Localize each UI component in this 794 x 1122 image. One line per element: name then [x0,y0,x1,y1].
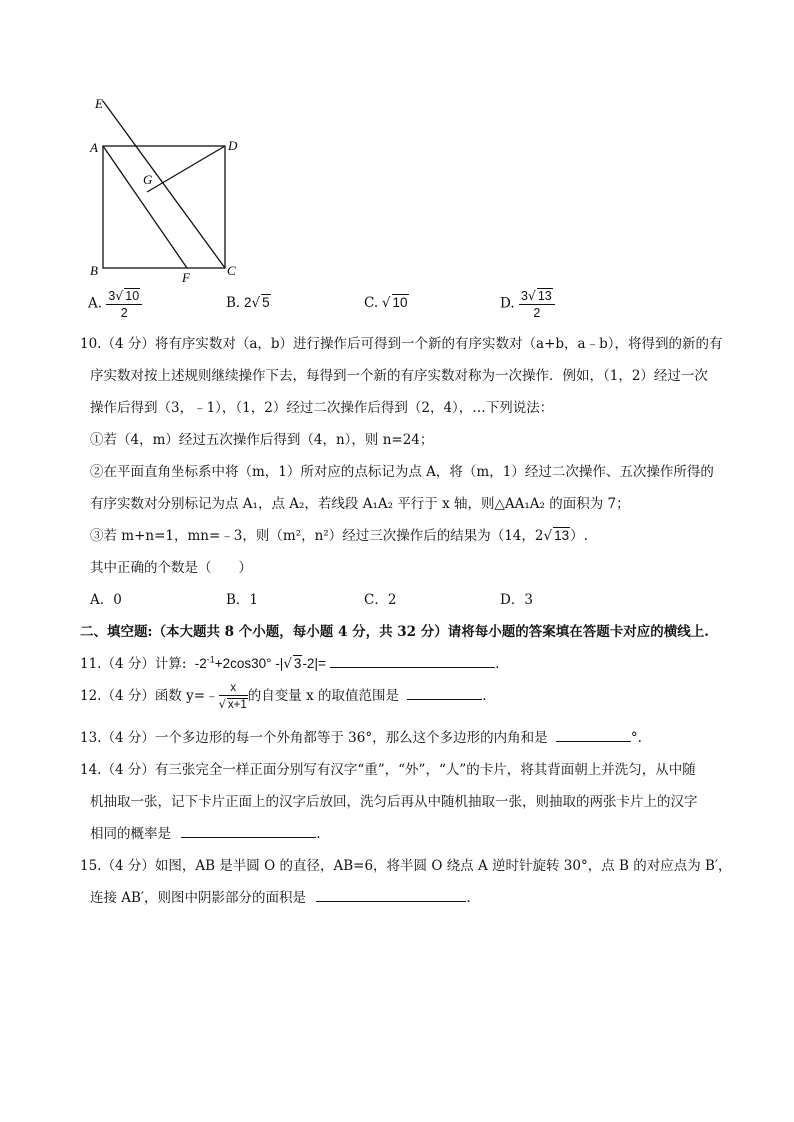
point-D: D [228,138,238,153]
q10-line-6: 有序实数对分别标记为点 A₁，点 A₂，若线段 A₁A₂ 平行于 x 轴，则△AA₁A₂ 的面积为 7； [90,496,630,512]
q10-option-d: D．3 [500,592,533,608]
q9-option-d: D. $\frac{3√ 13}{2}$ [500,288,555,320]
q14-line-1: 14.（4 分）有三张完全一样正面分别写有汉字“重”，“外”，“人”的卡片，将其背面朝上并洗匀，从中随 [80,762,696,778]
q10-line-7: ③若 m+n=1，mn=﹣3，则（m²，n²）经过三次操作后的结果为（14，2√ 13）. [90,528,588,544]
q10-option-c: C．2 [364,592,397,608]
q10-option-a: A．0 [90,592,122,608]
section-2-heading: 二、填空题:（本大题共 8 个小题，每小题 4 分，共 32 分）请将每小题的答案填在答题卡对应的横线上. [80,624,709,640]
q10-line-8: 其中正确的个数是（ ） [90,560,252,576]
q15-line-1: 15.（4 分）如图，AB 是半圆 O 的直径，AB=6，将半圆 O 绕点 A 逆时针旋转 30°，点 B 的对应点为 B′， [80,858,732,874]
q13-answer-blank[interactable] [556,727,631,742]
point-A: A [90,140,98,155]
q14-answer-blank[interactable] [181,823,316,838]
point-B: B [90,263,98,278]
q15-line-2: 连接 AB′，则图中阴影部分的面积是 . [90,886,471,906]
q12: 12.（4 分）函数 y=﹣ $\frac{x}{√ x+1}$ 的自变量 x 的取值范围是 . [80,682,487,711]
point-C: C [227,263,236,278]
q12-answer-blank[interactable] [407,685,482,700]
geometry-figure [85,92,245,287]
q10-line-2: 序实数对按上述规则继续操作下去，每得到一个新的有序实数对称为一次操作．例如，（1，2）经过一次 [90,368,708,384]
q14-line-3: 相同的概率是 . [90,822,321,842]
q9-option-c: C. √ 10 [364,295,408,311]
point-E: E [95,96,103,111]
q10-line-5: ②在平面直角坐标系中将（m，1）所对应的点标记为点 A，将（m，1）经过二次操作、五次操作所得的 [90,464,714,480]
point-F: F [182,270,190,285]
q11: 11.（4 分）计算: $-2^{-1}+2\cos 30^\circ$ -|√ 3-2|= . [80,654,500,672]
q11-answer-blank[interactable] [330,653,495,668]
point-G: G [143,172,153,187]
q13: 13.（4 分）一个多边形的每一个外角都等于 36°，那么这个多边形的内角和是 °. [80,726,642,746]
q14-line-2: 机抽取一张，记下卡片正面上的汉字后放回，洗匀后再从中随机抽取一张，则抽取的两张卡片上的汉字 [90,794,698,810]
q10-line-3: 操作后得到（3，﹣1），（1，2）经过二次操作后得到（2，4），…下列说法： [90,400,554,416]
q10-line-4: ①若（4，m）经过五次操作后得到（4，n），则 n=24； [90,432,434,448]
q10-option-b: B．1 [226,592,259,608]
q9-option-b: B. 2√ 5 [226,295,270,311]
q10-line-1: 10.（4 分）将有序实数对（a，b）进行操作后可得到一个新的有序实数对（a+b，a﹣b），将得到的新的有 [80,336,723,352]
q15-answer-blank[interactable] [316,887,466,902]
q9-option-a: A. $\frac{3√ 10}{2}$ [88,288,142,320]
